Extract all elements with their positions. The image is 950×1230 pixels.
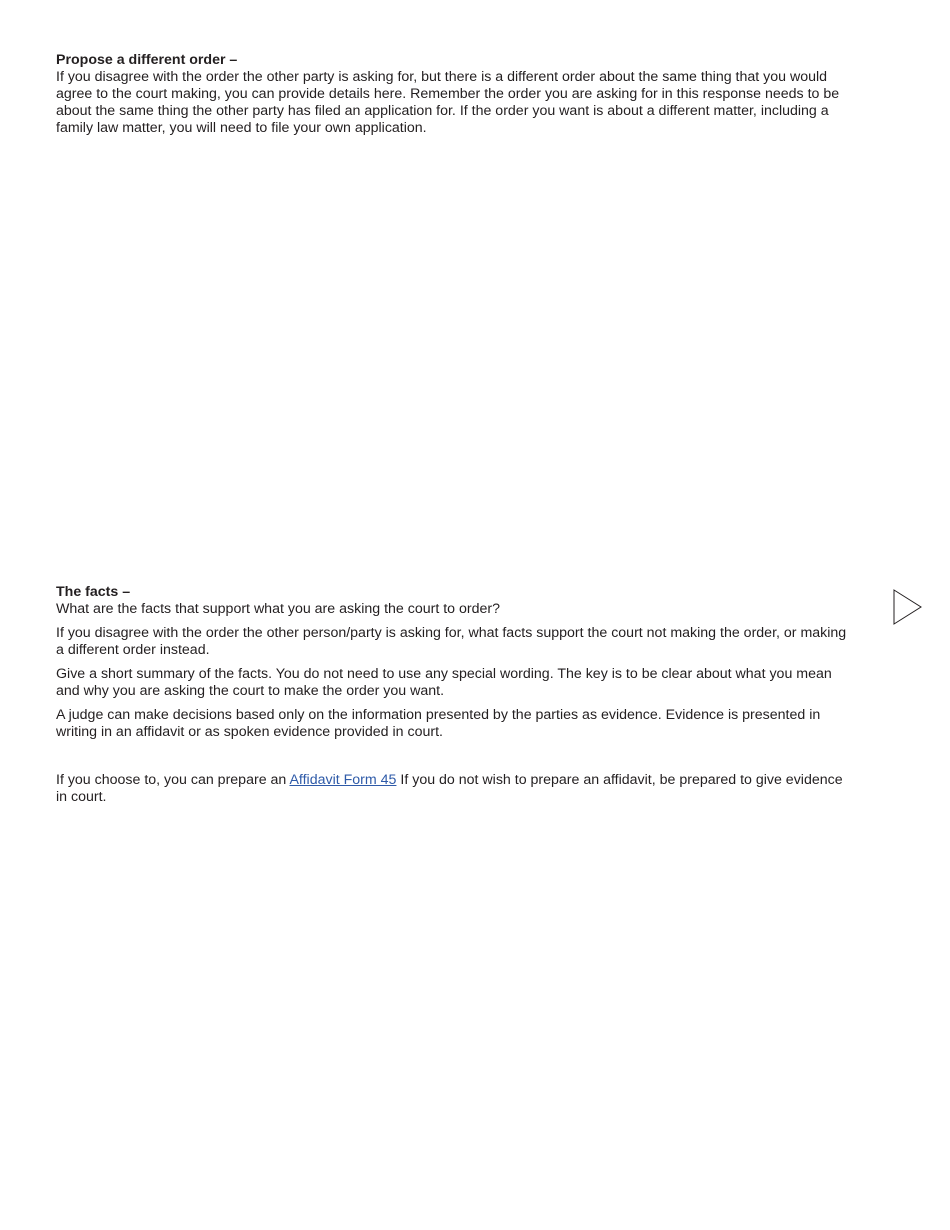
facts-summary-paragraph: Give a short summary of the facts. You do not need to use any special wording. The key is to be clear about what you mean and why you are asking the court to make the order you want.	[56, 666, 832, 699]
facts-question: What are the facts that support what you are asking the court to order?	[56, 601, 500, 617]
affidavit-paragraph	[56, 772, 856, 806]
facts-disagree-paragraph: If you disagree with the order the other person/party is asking for, what facts support the court not making the order, or making a different order instead.	[56, 625, 847, 658]
propose-order-text-field[interactable]	[56, 142, 846, 572]
propose-order-section	[56, 52, 856, 137]
facts-section	[56, 584, 856, 806]
affidavit-text-after: If you do not wish to prepare an affidavit, be prepared to give evidence in court.	[56, 772, 843, 805]
facts-text-field[interactable]	[56, 812, 846, 1212]
facts-heading: The facts –	[56, 584, 131, 600]
affidavit-text-before: If you choose to, you can prepare an	[56, 772, 290, 788]
propose-order-heading: Propose a different order –	[56, 52, 238, 68]
facts-evidence-paragraph: A judge can make decisions based only on the information presented by the parties as evidence. Evidence is presented in writing in an affidavit or as spoken evidence provided in court.	[56, 707, 821, 740]
propose-order-instructions: If you disagree with the order the other party is asking for, but there is a different order about the same thing that you would agree to the court making, you can provide details here. Remember the order you are asking for in this response needs to be about the same thing the other party has filed an application for. If the order you want is about a different matter, including a family law matter, you will need to file your own application.	[56, 69, 840, 136]
affidavit-form-45-link[interactable]: Affidavit Form 45	[289, 772, 397, 788]
next-page-arrow-icon[interactable]	[893, 589, 923, 625]
